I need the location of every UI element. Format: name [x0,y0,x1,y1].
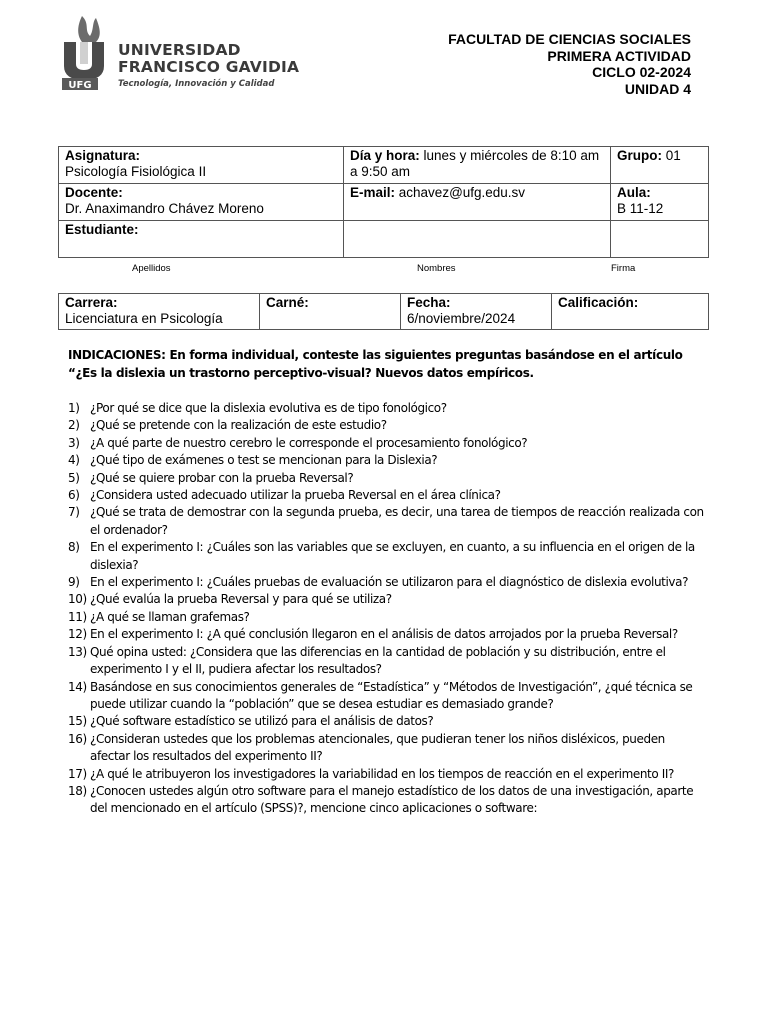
question-number: 18) [68,783,87,798]
question-item [68,504,708,539]
question-text: ¿Qué evalúa la prueba Reversal y para qué se utiliza? [90,592,392,607]
grupo-cell [611,147,709,184]
question-item [68,591,708,608]
question-text: En el experimento I: ¿Cuáles son las variables que se excluyen, en cuanto, a su influencia en el origen de la dislexia? [90,540,695,572]
firma-cell[interactable] [611,221,709,258]
unit-title: UNIDAD 4 [624,80,691,97]
logo-university-line1: UNIVERSIDAD [118,41,241,59]
question-text: ¿Considera usted adecuado utilizar la prueba Reversal en el área clínica? [90,488,501,503]
question-item [68,679,708,714]
question-number: 5) [68,470,80,485]
question-item [68,731,708,766]
fecha-label: Fecha: [407,295,451,310]
question-number: 15) [68,714,87,729]
docente-cell [59,184,344,221]
question-number: 3) [68,435,80,450]
question-number: 8) [68,540,80,555]
docente-label: Docente: [65,185,123,200]
docente-value: Dr. Anaximandro Chávez Moreno [65,201,264,216]
question-item [68,574,708,591]
question-text: ¿A qué parte de nuestro cerebro le corresponde el procesamiento fonológico? [90,435,528,450]
fecha-cell [401,294,552,330]
question-number: 12) [68,627,87,642]
question-text: ¿Qué se pretende con la realización de este estudio? [90,418,387,433]
logo-badge: UFG [68,80,92,91]
question-item [68,766,708,783]
question-text: ¿Qué se trata de demostrar con la segunda prueba, es decir, una tarea de tiempos de reacción realizada con el ordenador? [90,505,704,537]
carne-label: Carné: [266,295,309,310]
asignatura-cell [59,147,344,184]
question-item [68,609,708,626]
question-item [68,644,708,679]
question-item [68,487,708,504]
question-number: 9) [68,575,80,590]
question-item [68,417,708,434]
student-info-table [58,293,709,330]
nombres-cell[interactable] [344,221,611,258]
question-number: 13) [68,644,87,659]
aula-label: Aula: [617,185,651,200]
estudiante-label: Estudiante: [65,222,139,237]
question-number: 10) [68,592,87,607]
question-number: 2) [68,418,80,433]
carne-cell[interactable] [260,294,401,330]
question-text: ¿Qué software estadístico se utilizó para el análisis de datos? [90,714,434,729]
email-label: E-mail: [350,185,396,200]
dia-hora-value: lunes y miércoles de 8:10 am a 9:50 am [350,148,600,179]
question-text: ¿Qué tipo de exámenes o test se mencionan para la Dislexia? [90,453,438,468]
logo-tagline: Tecnología, Innovación y Calidad [118,79,275,89]
question-number: 6) [68,488,80,503]
ufg-emblem-icon [60,12,120,92]
dia-hora-label: Día y hora: [350,148,420,163]
grupo-value: 01 [665,148,681,163]
document-header [448,31,691,97]
faculty-title: FACULTAD DE CIENCIAS SOCIALES [448,31,691,47]
email-value: achavez@ufg.edu.sv [398,185,526,200]
question-item [68,470,708,487]
question-item [68,783,708,818]
university-logo [60,12,300,94]
carrera-value: Licenciatura en Psicología [65,311,223,326]
question-number: 7) [68,505,80,520]
dia-hora-cell [344,147,611,184]
question-item [68,400,708,417]
question-number: 16) [68,731,87,746]
firma-sublabel: Firma [611,263,636,274]
question-text: ¿Por qué se dice que la dislexia evolutiva es de tipo fonológico? [90,401,447,415]
question-text: Basándose en sus conocimientos generales de “Estadística” y “Métodos de Investigación”, ¿qué técnica se puede utilizar cuando la “población” que se desea estudiar es demasiado grande? [90,679,693,711]
question-item [68,713,708,730]
calificacion-cell [552,294,709,330]
nombres-sublabel: Nombres [417,263,456,274]
asignatura-label: Asignatura: [65,148,141,163]
activity-title: PRIMERA ACTIVIDAD [547,47,691,64]
question-text: ¿A qué le atribuyeron los investigadores la variabilidad en los tiempos de reacción en el experimento II? [90,766,674,781]
email-cell [344,184,611,221]
carrera-label: Carrera: [65,295,118,310]
question-text: En el experimento I: ¿Cuáles pruebas de evaluación se utilizaron para el diagnóstico de dislexia evolutiva? [90,575,689,590]
estudiante-cell[interactable] [59,221,344,258]
questions-list [68,400,708,818]
aula-cell [611,184,709,221]
logo-university-line2: FRANCISCO GAVIDIA [118,58,300,76]
question-item [68,435,708,452]
aula-value: B 11-12 [617,201,664,216]
question-text: ¿Qué se quiere probar con la prueba Reversal? [90,470,354,485]
cycle-title: CICLO 02-2024 [592,64,691,80]
question-text: ¿A qué se llaman grafemas? [90,609,250,624]
question-item [68,452,708,469]
question-number: 17) [68,766,87,781]
apellidos-sublabel: Apellidos [132,263,171,274]
question-item [68,626,708,643]
course-info-table [58,146,709,258]
grupo-label: Grupo: [617,148,662,163]
carrera-cell [59,294,260,330]
question-text: Qué opina usted: ¿Considera que las diferencias en la cantidad de población y su distribución, entre el experimento I y el II, pudiera afectar los resultados? [90,644,666,677]
question-text: En el experimento I: ¿A qué conclusión llegaron en el análisis de datos arrojados por la prueba Reversal? [90,627,678,642]
question-text: ¿Consideran ustedes que los problemas atencionales, que pudieran tener los niños disléxicos, pueden afectar los resultados del experimento II? [90,731,665,764]
question-number: 4) [68,453,80,468]
question-number: 11) [68,609,87,624]
question-text: ¿Conocen ustedes algún otro software para el manejo estadístico de los datos de una investigación, aparte del mencionado en el artículo (SPSS)?, mencione cinco aplicaciones o software: [90,783,694,816]
question-item [68,539,708,574]
fecha-value: 6/noviembre/2024 [407,311,516,326]
question-number: 1) [68,401,80,415]
calificacion-label: Calificación: [558,295,639,310]
asignatura-value: Psicología Fisiológica II [65,164,207,179]
instructions-text: INDICACIONES: En forma individual, conteste las siguientes preguntas basándose en el artículo “¿Es la dislexia un trastorno perceptivo-visual? Nuevos datos empíricos. [68,348,683,380]
question-number: 14) [68,679,87,694]
